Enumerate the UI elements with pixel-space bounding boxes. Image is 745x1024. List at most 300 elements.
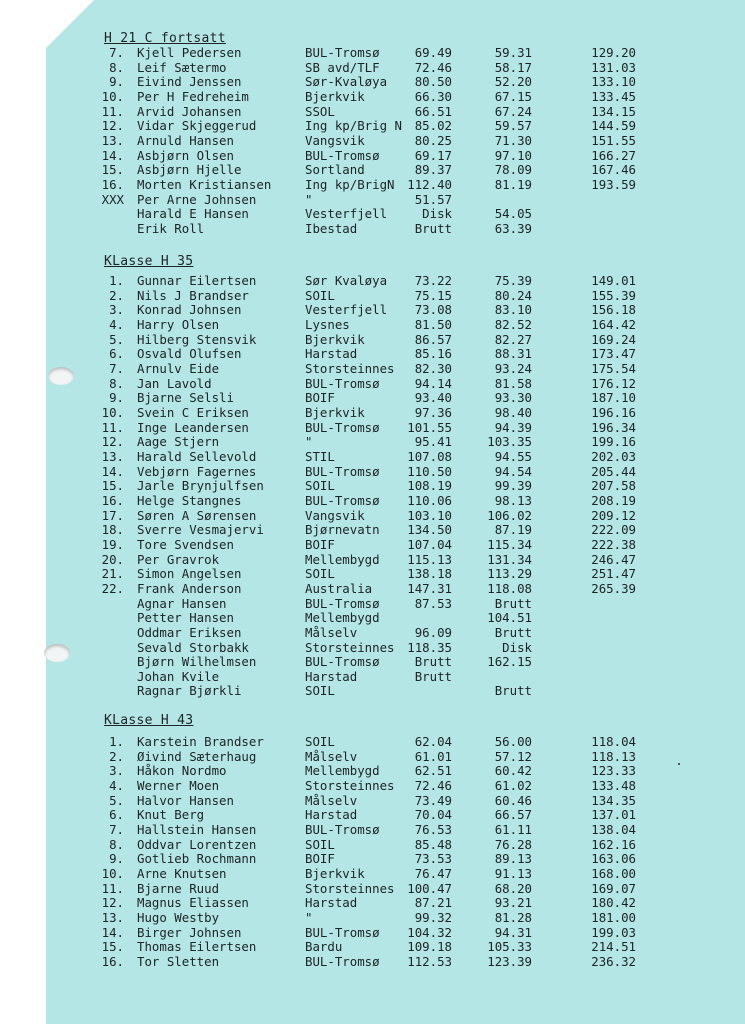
run-2-time: 76.28 [494,836,532,852]
run-1-time: 118.35 [407,639,452,655]
run-1-time: 109.18 [407,939,452,955]
total-time: 214.51 [591,939,636,955]
total-time: 207.58 [591,478,636,494]
place-number: 8. [109,59,124,75]
result-row [0,118,745,133]
competitor-name: Bjarne Selsli [137,390,234,406]
club-name: BUL-Tromsø [305,492,380,508]
run-2-time: 54.05 [494,206,532,222]
result-row [0,405,745,420]
place-number: 13. [101,132,124,148]
run-1-time: 100.47 [407,880,452,896]
run-1-time: 66.51 [414,103,452,119]
result-row [0,522,745,537]
result-row [0,60,745,75]
competitor-name: Sevald Storbakk [137,639,249,655]
total-time: 138.04 [591,821,636,837]
club-name: Bjerkvik [305,404,365,420]
run-2-time: 56.00 [494,734,532,749]
club-name: Harstad [305,668,358,684]
run-2-time: 57.12 [494,748,532,764]
club-name: Målselv [305,748,358,764]
result-row [0,822,745,837]
run-1-time: 108.19 [407,478,452,494]
total-time: 162.16 [591,836,636,852]
competitor-name: Håkon Nordmo [137,763,227,779]
total-time: 181.00 [591,909,636,925]
club-name: SOIL [305,566,335,582]
place-number: 11. [101,880,124,896]
place-number: 12. [101,434,124,450]
place-number: 12. [101,118,124,134]
run-2-time: 113.29 [487,566,532,582]
result-row [0,881,745,896]
run-2-time: 118.08 [487,580,532,596]
club-name: Storsteinnes [305,880,395,896]
run-2-time: 106.02 [487,507,532,523]
club-name: Bjerkvik [305,331,365,347]
run-1-time: 85.48 [414,836,452,852]
run-1-time: 110.50 [407,463,452,479]
competitor-name: Gotlieb Rochmann [137,851,257,867]
club-name: Harstad [305,346,358,362]
competitor-name: Aage Stjern [137,434,220,450]
competitor-name: Vebjørn Fagernes [137,463,257,479]
total-time: 193.59 [591,176,636,192]
total-time: 169.07 [591,880,636,896]
competitor-name: Nils J Brandser [137,287,249,303]
run-2-time: 93.30 [494,390,532,406]
club-name: SOIL [305,478,335,494]
run-1-time: 72.46 [414,777,452,793]
total-time: 149.01 [591,273,636,288]
competitor-name: Hilberg Stensvik [137,331,257,347]
result-row [0,778,745,793]
club-name: Vesterfjell [305,206,388,222]
run-1-time: 89.37 [414,162,452,178]
place-number: 7. [109,45,124,60]
competitor-name: Osvald Olufsen [137,346,242,362]
place-number: 14. [101,147,124,163]
club-name: SB avd/TLF [305,59,380,75]
run-1-time: 101.55 [407,419,452,435]
run-1-time: 62.04 [414,734,452,749]
competitor-name: Hallstein Hansen [137,821,257,837]
total-time: 118.04 [591,734,636,749]
place-number: 16. [101,492,124,508]
total-time: 134.35 [591,792,636,808]
competitor-name: Karstein Brandser [137,734,264,749]
result-row [0,910,745,925]
competitor-name: Ragnar Bjørkli [137,683,242,699]
competitor-name: Gunnar Eilertsen [137,273,257,288]
run-2-time: 89.13 [494,851,532,867]
result-row [0,288,745,303]
competitor-name: Vidar Skjeggerud [137,118,257,134]
club-name: Sør-Kvaløya [305,74,388,90]
run-2-time: 98.13 [494,492,532,508]
result-row [0,851,745,866]
run-1-time: 70.04 [414,807,452,823]
run-1-time: 110.06 [407,492,452,508]
place-number: 3. [109,302,124,318]
run-2-time: 93.21 [494,895,532,911]
run-2-time: 94.55 [494,448,532,464]
section-heading: KLasse H 43 [104,713,194,728]
run-1-time: 93.40 [414,390,452,406]
place-number: 3. [109,763,124,779]
result-row [0,449,745,464]
run-1-time: 76.53 [414,821,452,837]
run-2-time: 91.13 [494,865,532,881]
run-1-time: 75.15 [414,287,452,303]
result-row [0,763,745,778]
club-name: Sør Kvaløya [305,273,388,288]
place-number: 4. [109,316,124,332]
folded-corner [46,0,94,48]
total-time: 246.47 [591,551,636,567]
result-row [0,148,745,163]
place-number: 6. [109,807,124,823]
total-time: 222.09 [591,522,636,538]
result-row [0,610,745,625]
total-time: 236.32 [591,953,636,969]
run-1-time: 80.50 [414,74,452,90]
result-row [0,581,745,596]
place-number: 17. [101,507,124,523]
run-1-time: 103.10 [407,507,452,523]
competitor-name: Harry Olsen [137,316,220,332]
club-name: Vangsvik [305,507,365,523]
place-number: 9. [109,74,124,90]
result-row [0,683,745,698]
run-1-time: 69.49 [414,45,452,60]
place-number: 14. [101,924,124,940]
competitor-name: Arnulv Eide [137,360,220,376]
club-name: BUL-Tromsø [305,953,380,969]
run-2-time: Brutt [494,683,532,699]
run-2-time: 66.57 [494,807,532,823]
result-row [0,895,745,910]
run-1-time: 62.51 [414,763,452,779]
total-time: 129.20 [591,45,636,60]
run-2-time: Disk [502,639,532,655]
run-2-time: 115.34 [487,536,532,552]
result-row [0,925,745,940]
total-time: 166.27 [591,147,636,163]
place-number: 11. [101,103,124,119]
competitor-name: Birger Johnsen [137,924,242,940]
result-row [0,734,745,749]
club-name: Mellembygd [305,610,380,626]
total-time: 169.24 [591,331,636,347]
club-name: SSOL [305,103,335,119]
run-1-time: Disk [422,206,452,222]
place-number: 1. [109,273,124,288]
place-number: 5. [109,792,124,808]
run-1-time: 138.18 [407,566,452,582]
run-2-time: 78.09 [494,162,532,178]
run-2-time: 59.57 [494,118,532,134]
run-1-time: 112.53 [407,953,452,969]
place-number: 13. [101,448,124,464]
place-number: 10. [101,865,124,881]
total-time: 134.15 [591,103,636,119]
club-name: BUL-Tromsø [305,45,380,60]
place-number: 10. [101,88,124,104]
club-name: Vangsvik [305,132,365,148]
club-name: Vesterfjell [305,302,388,318]
run-1-time: 107.04 [407,536,452,552]
competitor-name: Oddmar Eriksen [137,624,242,640]
club-name: Storsteinnes [305,777,395,793]
result-row [0,434,745,449]
place-number: 7. [109,821,124,837]
competitor-name: Petter Hansen [137,610,234,626]
run-1-time: 51.57 [414,191,452,207]
club-name: BUL-Tromsø [305,375,380,391]
run-2-time: 88.31 [494,346,532,362]
result-row [0,640,745,655]
result-row [0,749,745,764]
result-row [0,177,745,192]
total-time: 151.55 [591,132,636,148]
competitor-name: Søren A Sørensen [137,507,257,523]
result-row [0,317,745,332]
run-2-time: 52.20 [494,74,532,90]
club-name: BUL-Tromsø [305,821,380,837]
run-2-time: 162.15 [487,654,532,670]
run-1-time: 85.02 [414,118,452,134]
club-name: BUL-Tromsø [305,463,380,479]
total-time: 144.59 [591,118,636,134]
competitor-name: Tore Svendsen [137,536,234,552]
total-time: 187.10 [591,390,636,406]
club-name: SOIL [305,287,335,303]
run-2-time: 80.24 [494,287,532,303]
total-time: 133.45 [591,88,636,104]
total-time: 118.13 [591,748,636,764]
total-time: 265.39 [591,580,636,596]
run-1-time: 61.01 [414,748,452,764]
run-1-time: 87.21 [414,895,452,911]
total-time: 164.42 [591,316,636,332]
place-number: 15. [101,939,124,955]
run-2-time: Brutt [494,595,532,611]
competitor-name: Oddvar Lorentzen [137,836,257,852]
run-1-time: 76.47 [414,865,452,881]
run-1-time: 104.32 [407,924,452,940]
total-time: 222.38 [591,536,636,552]
club-name: Bjørnevatn [305,522,380,538]
place-number: 10. [101,404,124,420]
run-2-time: 94.31 [494,924,532,940]
run-2-time: 71.30 [494,132,532,148]
run-2-time: 63.39 [494,220,532,236]
result-row [0,566,745,581]
run-2-time: 103.35 [487,434,532,450]
club-name: SOIL [305,683,335,699]
result-row [0,221,745,236]
total-time: 251.47 [591,566,636,582]
competitor-name: Frank Anderson [137,580,242,596]
result-row [0,464,745,479]
competitor-name: Magnus Eliassen [137,895,249,911]
total-time: 131.03 [591,59,636,75]
club-name: SOIL [305,734,335,749]
club-name: BUL-Tromsø [305,595,380,611]
run-2-time: 99.39 [494,478,532,494]
run-1-time: Brutt [414,654,452,670]
place-number: 8. [109,375,124,391]
result-row [0,654,745,669]
total-time: 175.54 [591,360,636,376]
competitor-name: Øivind Sæterhaug [137,748,257,764]
run-1-time: 115.13 [407,551,452,567]
place-number: 15. [101,478,124,494]
run-1-time: 73.53 [414,851,452,867]
place-number: 5. [109,331,124,347]
run-2-time: 81.28 [494,909,532,925]
club-name: Målselv [305,624,358,640]
total-time: 205.44 [591,463,636,479]
result-row [0,162,745,177]
run-1-time: 72.46 [414,59,452,75]
result-row [0,493,745,508]
run-2-time: 94.54 [494,463,532,479]
run-2-time: 123.39 [487,953,532,969]
result-row [0,206,745,221]
total-time: 168.00 [591,865,636,881]
run-1-time: 82.30 [414,360,452,376]
result-row [0,390,745,405]
result-row [0,332,745,347]
run-1-time: Brutt [414,668,452,684]
total-time: 208.19 [591,492,636,508]
club-name: Harstad [305,895,358,911]
total-time: 133.48 [591,777,636,793]
competitor-name: Morten Kristiansen [137,176,272,192]
run-2-time: 83.10 [494,302,532,318]
competitor-name: Eivind Jenssen [137,74,242,90]
place-number: 11. [101,419,124,435]
total-time: 199.03 [591,924,636,940]
run-2-time: 81.58 [494,375,532,391]
competitor-name: Asbjørn Hjelle [137,162,242,178]
competitor-name: Leif Sætermo [137,59,227,75]
run-2-time: 82.27 [494,331,532,347]
section-heading: H 21 C fortsatt [104,31,226,46]
result-row [0,89,745,104]
result-row [0,537,745,552]
total-time: 196.16 [591,404,636,420]
result-row [0,478,745,493]
total-time: 209.12 [591,507,636,523]
total-time: 167.46 [591,162,636,178]
place-number: 1. [109,734,124,749]
run-1-time: 99.32 [414,909,452,925]
run-2-time: 82.52 [494,316,532,332]
club-name: BUL-Tromsø [305,924,380,940]
result-row [0,669,745,684]
total-time: 173.47 [591,346,636,362]
run-2-time: 60.46 [494,792,532,808]
club-name: Storsteinnes [305,360,395,376]
place-number: 9. [109,851,124,867]
run-1-time: 85.16 [414,346,452,362]
result-row [0,376,745,391]
run-1-time: 97.36 [414,404,452,420]
club-name: Mellembygd [305,551,380,567]
place-number: 7. [109,360,124,376]
run-1-time: 147.31 [407,580,452,596]
place-number: 13. [101,909,124,925]
run-2-time: 105.33 [487,939,532,955]
competitor-name: Per Arne Johnsen [137,191,257,207]
place-number: 12. [101,895,124,911]
run-2-time: 104.51 [487,610,532,626]
result-row [0,837,745,852]
total-time: 123.33 [591,763,636,779]
competitor-name: Bjørn Wilhelmsen [137,654,257,670]
result-row [0,346,745,361]
place-number: 4. [109,777,124,793]
run-2-time: 131.34 [487,551,532,567]
place-number: 14. [101,463,124,479]
place-number: 8. [109,836,124,852]
total-time: 176.12 [591,375,636,391]
run-1-time: 73.08 [414,302,452,318]
result-row [0,807,745,822]
competitor-name: Jarle Brynjulfsen [137,478,264,494]
club-name: Lysnes [305,316,350,332]
result-row [0,420,745,435]
club-name: " [305,909,313,925]
result-row [0,302,745,317]
competitor-name: Simon Angelsen [137,566,242,582]
result-row [0,552,745,567]
club-name: STIL [305,448,335,464]
place-number: 16. [101,176,124,192]
place-number: XXX [101,191,124,207]
club-name: Harstad [305,807,358,823]
total-time: 199.16 [591,434,636,450]
place-number: 21. [101,566,124,582]
competitor-name: Agnar Hansen [137,595,227,611]
competitor-name: Werner Moen [137,777,220,793]
run-1-time: 134.50 [407,522,452,538]
run-1-time: 112.40 [407,176,452,192]
result-row [0,361,745,376]
result-row [0,596,745,611]
place-number: 2. [109,748,124,764]
club-name: Ing kp/Brig N [305,118,402,134]
total-time: 163.06 [591,851,636,867]
run-1-time: 95.41 [414,434,452,450]
competitor-name: Knut Berg [137,807,205,823]
club-name: Mellembygd [305,763,380,779]
club-name: BUL-Tromsø [305,654,380,670]
result-row [0,133,745,148]
club-name: Ing kp/BrigN [305,176,395,192]
place-number: 20. [101,551,124,567]
place-number: 22. [101,580,124,596]
result-row [0,45,745,60]
result-row [0,74,745,89]
club-name: Ibestad [305,220,358,236]
result-row [0,508,745,523]
place-number: 9. [109,390,124,406]
